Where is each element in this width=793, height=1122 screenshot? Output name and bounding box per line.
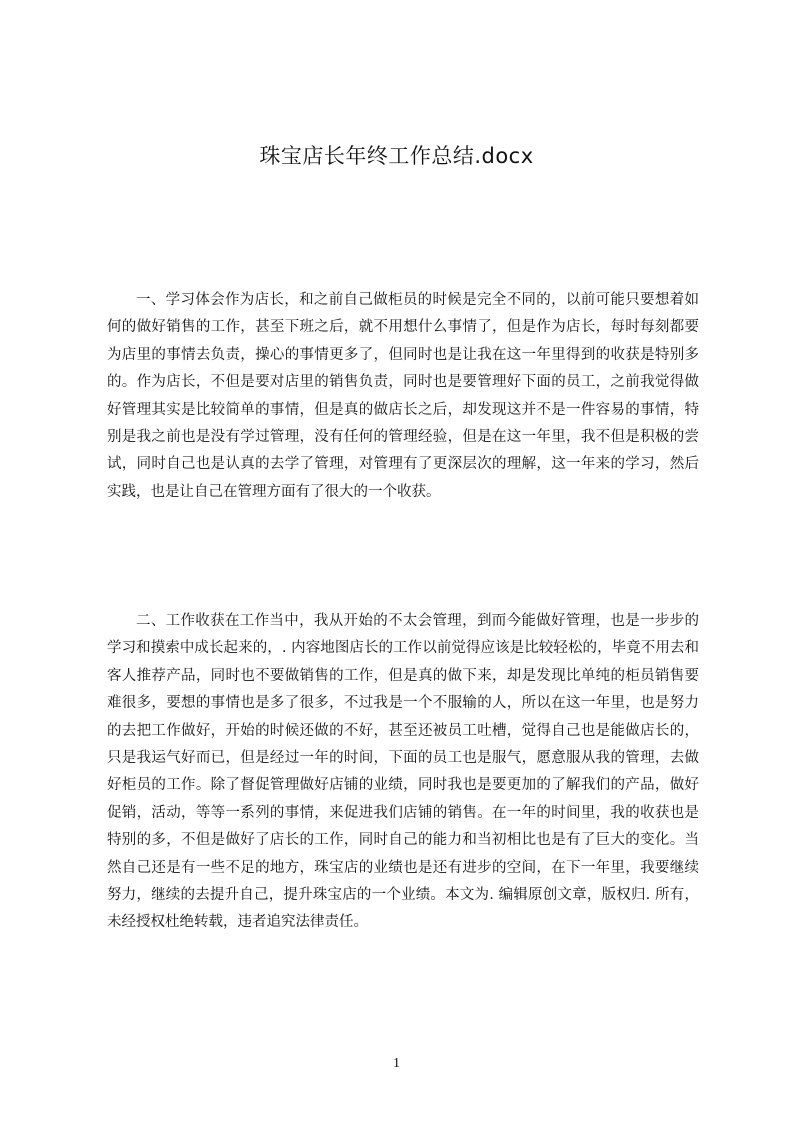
document-title: 珠宝店长年终工作总结.docx	[259, 144, 534, 168]
page-number: 1	[393, 1056, 400, 1071]
paragraph-learning: 一、学习体会作为店长，和之前自己做柜员的时候是完全不同的，以前可能只要想着如何的做好销售的工作，甚至下班之后，就不用想什么事情了，但是作为店长，每时每刻都要为店里的事情去负责，操心的事情更多了，但同时也是让我在这一年里得到的收获是特别多的。作为店长，不但是要对店里的销售负责，同时也是要管理好下面的员工，之前我觉得做好管理其实是比较简单的事情，但是真的做店长之后，却发现这并不是一件容易的事情，特别是我之前也是没有学过管理，没有任何的管理经验，但是在这一年里，我不但是积极的尝试，同时自己也是认真的去学了管理，对管理有了更深层次的理解，这一年来的学习，然后实践，也是让自己在管理方面有了很大的一个收获。	[107, 292, 699, 500]
paragraph-achievements: 二、工作收获在工作当中，我从开始的不太会管理，到而今能做好管理，也是一步步的学习和摸索中成长起来的，. 内容地图店长的工作以前觉得应该是比较轻松的，毕竟不用去和客人推荐产品，同时也不要做销售的工作，但是真的做下来，却是发现比单纯的柜员销售要难很多，要想的事情也是多了很多，不过我是一个不服输的人，所以在这一年里，也是努力的去把工作做好，开始的时候还做的不好，甚至还被员工吐槽，觉得自己也是能做店长的，只是我运气好而已，但是经过一年的时间，下面的员工也是服气，愿意服从我的管理，去做好柜员的工作。除了督促管理做好店铺的业绩，同时我也是要更加的了解我们的产品，做好促销，活动，等等一系列的事情，来促进我们店铺的销售。在一年的时间里，我的收获也是特别的多，不但是做好了店长的工作，同时自己的能力和当初相比也是有了巨大的变化。当然自己还是有一些不足的地方，珠宝店的业绩也是还有进步的空间，在下一年里，我要继续努力，继续的去提升自己，提升珠宝店的一个业绩。本文为. 编辑原创文章，版权归. 所有，未经授权杜绝转载，违者追究法律责任。	[107, 613, 699, 931]
